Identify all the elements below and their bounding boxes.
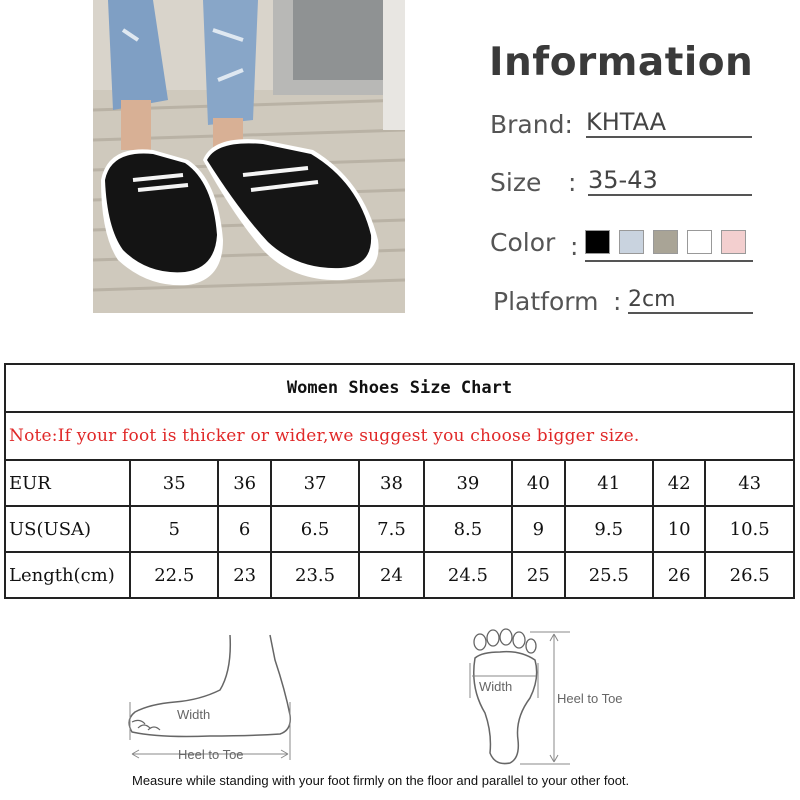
size-separator: : bbox=[568, 168, 577, 197]
color-swatches bbox=[585, 230, 746, 254]
side-foot-diagram bbox=[120, 630, 310, 770]
table-cell: 24.5 bbox=[424, 552, 512, 598]
sole-heel-to-toe-label: Heel to Toe bbox=[557, 691, 623, 706]
table-row bbox=[5, 552, 794, 598]
table-cell: 43 bbox=[705, 460, 794, 506]
size-chart-title: Women Shoes Size Chart bbox=[5, 364, 794, 412]
brand-label: Brand: bbox=[490, 110, 573, 139]
table-cell: 8.5 bbox=[424, 506, 512, 552]
color-row bbox=[490, 228, 579, 261]
table-cell: 6.5 bbox=[271, 506, 359, 552]
size-chart-table bbox=[4, 363, 795, 599]
color-underline bbox=[585, 260, 753, 262]
platform-separator: : bbox=[613, 287, 622, 316]
side-heel-to-toe-label: Heel to Toe bbox=[178, 747, 244, 762]
table-cell: 22.5 bbox=[130, 552, 218, 598]
row-label-length: Length(cm) bbox=[5, 552, 130, 598]
table-row bbox=[5, 460, 794, 506]
color-swatch bbox=[619, 230, 644, 254]
table-cell: 6 bbox=[218, 506, 270, 552]
size-row bbox=[490, 166, 658, 197]
platform-value: 2cm bbox=[628, 287, 753, 314]
table-cell: 10.5 bbox=[705, 506, 794, 552]
size-value: 35-43 bbox=[588, 166, 752, 196]
table-cell: 41 bbox=[565, 460, 653, 506]
product-photo bbox=[93, 0, 405, 313]
color-swatch bbox=[653, 230, 678, 254]
table-cell: 36 bbox=[218, 460, 270, 506]
table-cell: 7.5 bbox=[359, 506, 423, 552]
color-swatch bbox=[721, 230, 746, 254]
measure-caption: Measure while standing with your foot firmly on the floor and parallel to your other foot. bbox=[132, 773, 630, 788]
table-cell: 26.5 bbox=[705, 552, 794, 598]
table-cell: 40 bbox=[512, 460, 564, 506]
table-cell: 23.5 bbox=[271, 552, 359, 598]
color-swatch bbox=[687, 230, 712, 254]
table-cell: 37 bbox=[271, 460, 359, 506]
table-cell: 10 bbox=[653, 506, 705, 552]
brand-value: KHTAA bbox=[586, 108, 752, 138]
platform-row bbox=[493, 287, 676, 316]
sole-width-label: Width bbox=[479, 679, 513, 694]
table-cell: 39 bbox=[424, 460, 512, 506]
row-label-eur: EUR bbox=[5, 460, 130, 506]
row-label-us: US(USA) bbox=[5, 506, 130, 552]
info-title: Information bbox=[489, 40, 754, 85]
size-label: Size bbox=[490, 168, 542, 197]
table-cell: 24 bbox=[359, 552, 423, 598]
table-cell: 38 bbox=[359, 460, 423, 506]
table-cell: 9.5 bbox=[565, 506, 653, 552]
side-width-label: Width bbox=[177, 707, 211, 722]
table-cell: 9 bbox=[512, 506, 564, 552]
table-row bbox=[5, 506, 794, 552]
size-chart-note-row bbox=[5, 412, 794, 460]
size-chart-note: Note:If your foot is thicker or wider,we suggest you choose bigger size. bbox=[5, 412, 794, 460]
table-cell: 25 bbox=[512, 552, 564, 598]
platform-label: Platform bbox=[493, 287, 599, 316]
table-cell: 26 bbox=[653, 552, 705, 598]
color-swatch bbox=[585, 230, 610, 254]
table-cell: 42 bbox=[653, 460, 705, 506]
color-separator: : bbox=[570, 232, 579, 261]
color-label: Color bbox=[490, 228, 556, 257]
table-cell: 5 bbox=[130, 506, 218, 552]
sole-foot-diagram bbox=[460, 628, 640, 768]
brand-row bbox=[490, 108, 667, 139]
table-cell: 23 bbox=[218, 552, 270, 598]
table-cell: 35 bbox=[130, 460, 218, 506]
size-chart-title-row bbox=[5, 364, 794, 412]
table-cell: 25.5 bbox=[565, 552, 653, 598]
